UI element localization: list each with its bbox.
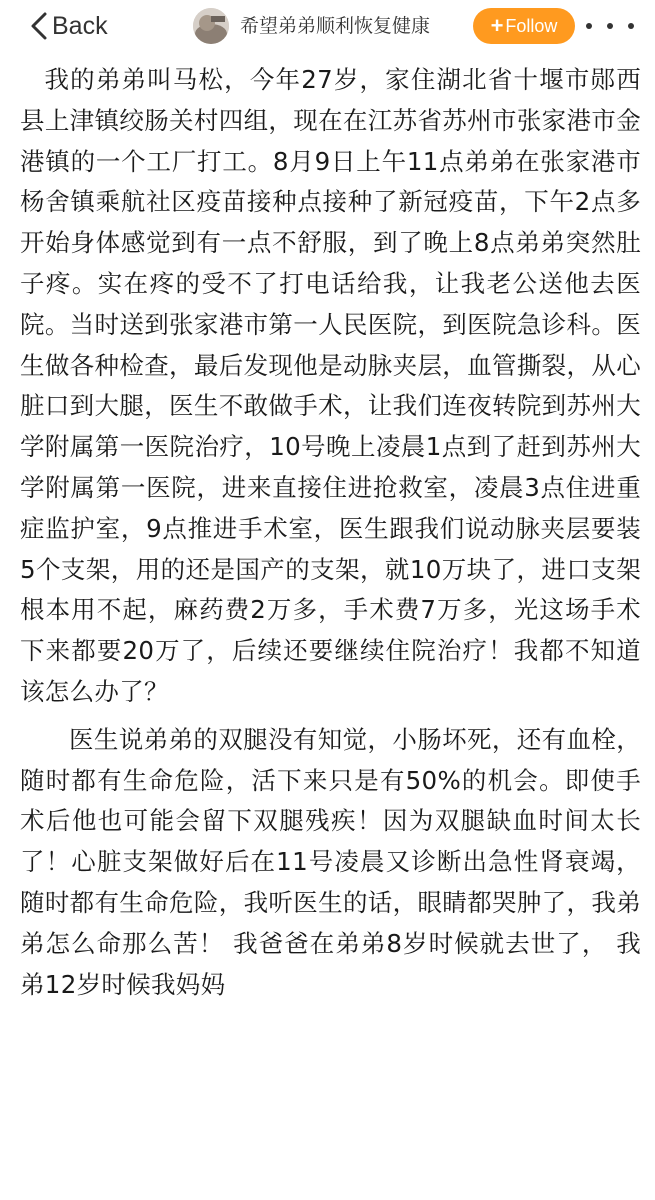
more-dots-icon xyxy=(628,23,634,29)
article-body xyxy=(0,60,655,1005)
more-dots-icon xyxy=(586,23,592,29)
article-paragraph: 我的弟弟叫马松，今年27岁，家住湖北省十堰市郧西县上津镇绞肠关村四组，现在在江苏省苏州市张家港市金港镇的一个工厂打工。8月9日上午11点弟弟在张家港市杨舍镇乘航社区疫苗接种点接种了新冠疫苗，下午2点多开始身体感觉到有一点不舒服，到了晚上8点弟弟突然肚子疼。实在疼的受不了打电话给我，让我老公送他去医院。当时送到张家港市第一人民医院，到医院急诊科。医生做各种检查，最后发现他是动脉夹层，血管撕裂，从心脏口到大腿，医生不敢做手术，让我们连夜转院到苏州大学附属第一医院治疗，10号晚上凌晨1点到了赶到苏州大学附属第一医院，进来直接住进抢救室，凌晨3点住进重症监护室，9点推进手术室，医生跟我们说动脉夹层要装5个支架，用的还是国产的支架，就10万块了，进口支架根本用不起，麻药费2万多，手术费7万多，光这场手术下来都要20万了，后续还要继续住院治疗！我都不知道该怎么办了？ xyxy=(20,65,641,706)
follow-button[interactable] xyxy=(473,8,575,44)
more-options-button[interactable] xyxy=(586,14,634,38)
follow-label: Follow xyxy=(505,15,558,36)
back-label: Back xyxy=(52,11,108,40)
more-dots-icon xyxy=(607,23,613,29)
article-paragraph: 医生说弟弟的双腿没有知觉，小肠坏死，还有血栓，随时都有生命危险，活下来只是有50%的机会。即使手术后他也可能会留下双腿残疾！因为双腿缺血时间太长了！心脏支架做好后在11号凌晨又诊断出急性肾衰竭，随时都有生命危险，我听医生的话，眼睛都哭肿了，我弟弟怎么命那么苦！ 我爸爸在弟弟8岁时候就去世了， 我弟12岁时候我妈妈 xyxy=(20,724,641,999)
top-nav-bar xyxy=(0,0,655,52)
chevron-left-icon xyxy=(28,11,50,41)
user-avatar[interactable] xyxy=(193,8,229,44)
avatar-photo-icon xyxy=(193,8,229,44)
plus-icon: + xyxy=(490,13,504,38)
author-username[interactable]: 希望弟弟顺利恢复健康 xyxy=(240,15,431,37)
back-button[interactable] xyxy=(28,8,108,44)
